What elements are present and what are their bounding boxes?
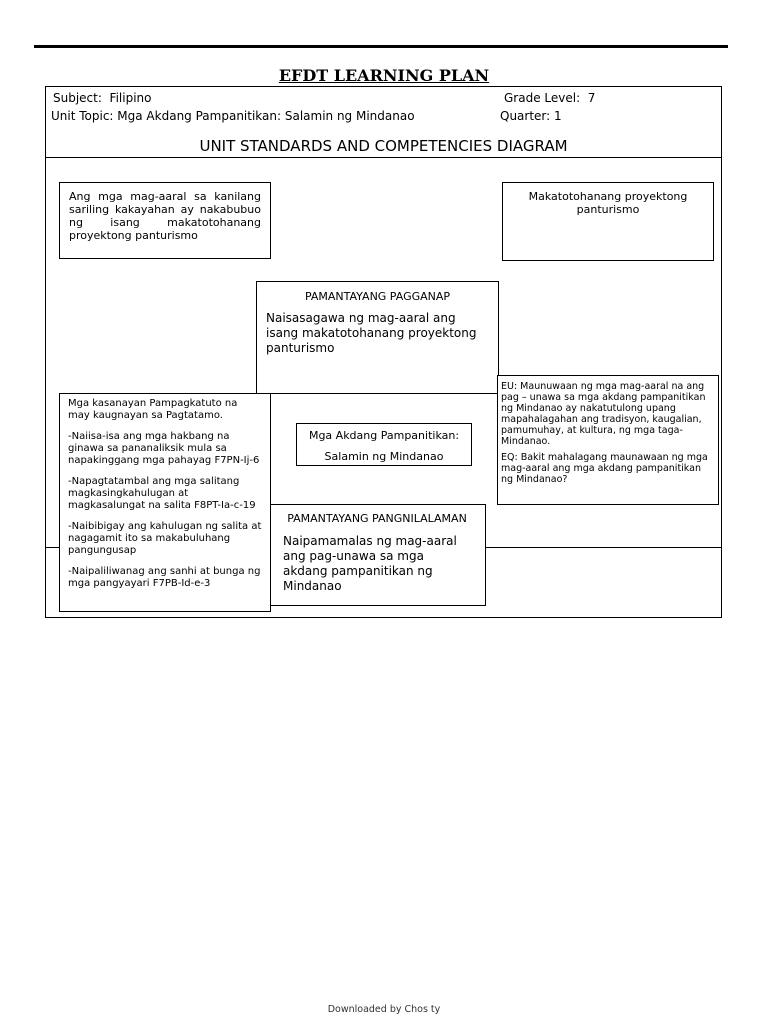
header-divider — [46, 157, 721, 158]
unit-topic-value: Mga Akdang Pampanitikan: Salamin ng Mindanao — [117, 109, 415, 123]
grade-level-field — [504, 91, 595, 105]
subject-label: Subject: — [53, 91, 102, 105]
grade-label: Grade Level: — [504, 91, 581, 105]
content-standard-title: PAMANTAYANG PANGNILALAMAN — [287, 512, 467, 525]
performance-standard-text: Naisasagawa ng mag-aaral ang isang makatotohanang proyektong panturismo — [266, 311, 477, 355]
competency-item: -Naiisa-isa ang mga hakbang na ginawa sa pananaliksik mula sa napakinggang mga pahayag F7PN-Ij-6 — [68, 431, 260, 466]
subject-value: Filipino — [109, 91, 152, 105]
product-box — [502, 182, 714, 261]
topic-line-1: Mga Akdang Pampanitikan: — [308, 429, 460, 442]
subject-field — [53, 91, 151, 105]
competency-item: -Naibibigay ang kahulugan ng salita at nagagamit ito sa makabuluhang pangungusap — [68, 521, 262, 556]
product-text: Makatotohanang proyektong panturismo — [528, 190, 688, 216]
essential-question-text: EQ: Bakit mahalagang maunawaan ng mga mag-aaral ang mga akdang pampanitikan ng Mindanao? — [501, 452, 708, 485]
competency-item: -Naipaliliwanag ang sanhi at bunga ng mga pangyayari F7PB-Id-e-3 — [68, 566, 261, 589]
transfer-goal-box — [59, 182, 271, 259]
topic-line-2: Salamin ng Mindanao — [324, 450, 444, 463]
understanding-box — [497, 375, 719, 505]
grade-value: 7 — [587, 91, 596, 105]
quarter-field — [500, 109, 562, 123]
learning-competencies-box — [59, 393, 271, 612]
competency-item: -Napagtatambal ang mga salitang magkasingkahulugan at magkasalungat na salita F8PT-Ia-c-19 — [68, 476, 256, 511]
enduring-understanding-text: EU: Maunuwaan ng mga mag-aaral na ang pag – unawa sa mga akdang pampanitikan ng Mindanao ay nakatutulong upang mapahalagahan ang tradisyon, kaugalian, pamumuhay, at kultura, ng mga taga-Mindanao. — [501, 381, 706, 447]
unit-topic-label: Unit Topic: — [51, 109, 114, 123]
content-standard-box — [268, 504, 486, 606]
quarter-label: Quarter: — [500, 109, 551, 123]
content-standard-text: Naipamamalas ng mag-aaral ang pag-unawa sa mga akdang pampanitikan ng Mindanao — [283, 534, 457, 593]
performance-standard-box — [256, 281, 499, 394]
competencies-intro: Mga kasanayan Pampagkatuto na may kaugnayan sa Pagtatamo. — [68, 398, 238, 421]
document-title: EFDT LEARNING PLAN — [278, 66, 490, 85]
transfer-goal-text: Ang mga mag-aaral sa kanilang sariling kakayahan ay nakabubuo ng isang makatotohanang proyektong panturismo — [69, 190, 261, 242]
top-rule — [34, 45, 728, 48]
unit-topic-box — [296, 423, 472, 466]
performance-standard-title: PAMANTAYANG PAGGANAP — [304, 290, 451, 303]
unit-topic-field — [51, 109, 415, 123]
diagram-title: UNIT STANDARDS AND COMPETENCIES DIAGRAM — [199, 137, 568, 155]
quarter-value: 1 — [554, 109, 562, 123]
download-footer: Downloaded by Chos ty — [327, 1004, 441, 1015]
